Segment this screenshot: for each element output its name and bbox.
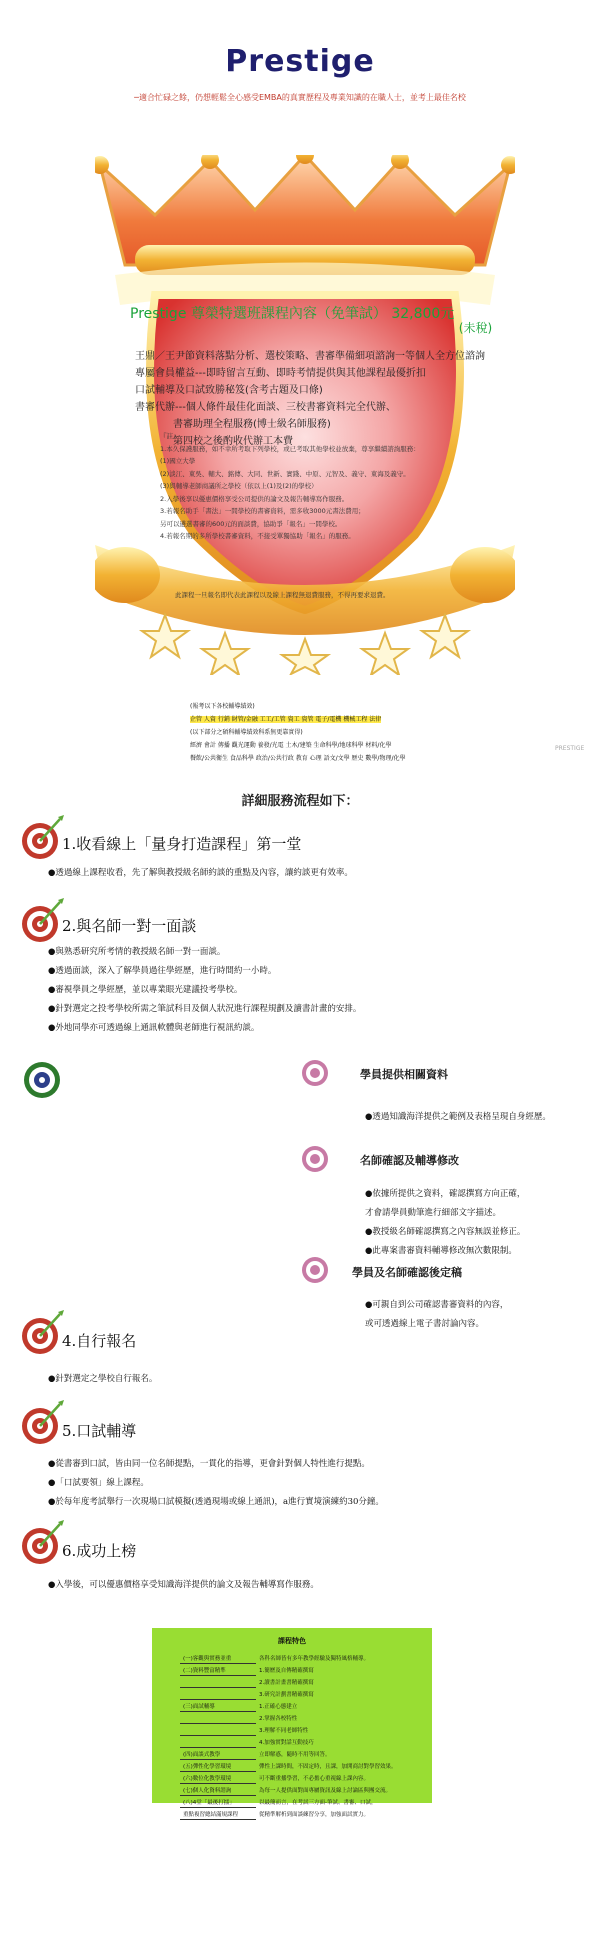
- step-bullet: ●「口試要領」線上課程。: [48, 1478, 149, 1488]
- schools-highlight-row: 企管 人資 行銷 財管/金融 工工/工管 資工 資管 電子/電機 機械工程 法律: [190, 716, 382, 723]
- step-title: 5.口試輔導: [62, 1422, 137, 1440]
- step-bullets: [48, 943, 361, 1038]
- features-row: [180, 1664, 412, 1676]
- step-bullet: ●與熟悉研究所考情的教授級名師一對一面談。: [48, 947, 226, 957]
- features-label: [180, 1688, 256, 1700]
- features-label: [180, 1736, 256, 1748]
- features-title: 課程特色: [278, 1637, 306, 1645]
- step-bullet: ●於每年度考試舉行一次現場口試模擬(透過現場或線上通訊)，a進行實境演練約30分鐘。: [48, 1497, 384, 1507]
- features-label: (八)4堂「最後打擂」: [180, 1796, 256, 1808]
- note-item: 2.入學後享以優惠價格享受公司提供的論文及報告輔導寫作服務。: [160, 494, 349, 503]
- note-item: 3.若報名助手「書法」一間學校的書審資料，需多收3000元書法費用；: [160, 507, 365, 515]
- features-table: [180, 1652, 412, 1820]
- note-item: 另可以遴選書審的600元的面談費，協助爭「報名」一間學校。: [160, 519, 342, 528]
- step-bullet: ●透過線上課程收看，先了解與教授級名師約談的重點及內容，讓約談更有效率。: [48, 868, 353, 878]
- features-row: [180, 1676, 412, 1688]
- features-label: (三)面試輔導: [180, 1700, 256, 1712]
- target-icon-green: [22, 1060, 62, 1104]
- step-bullet: ●針對選定之學校自行報名。: [48, 1374, 158, 1384]
- side-step-bullet: 才會請學員動筆進行細部文字描述。: [365, 1208, 502, 1218]
- course-notes: [160, 430, 420, 543]
- step-bullet: ●從書審到口試，皆由同一位名師提點，一貫化的指導，更會針對個人特性進行提點。: [48, 1459, 370, 1469]
- features-label: (四)面談式教學: [180, 1748, 256, 1760]
- target-icon-pink: [300, 1144, 330, 1178]
- course-line-indent: 第四校之後酌收代辦工本費: [173, 436, 293, 447]
- features-row: [180, 1808, 412, 1820]
- features-row: [180, 1784, 412, 1796]
- features-value: 1.正確心態建立: [259, 1703, 298, 1710]
- features-row: [180, 1724, 412, 1736]
- features-label: [180, 1712, 256, 1724]
- features-value: 可不斷重播學習，不必擔心重視線上課內容。: [259, 1775, 370, 1782]
- step-title: 4.自行報名: [62, 1332, 137, 1350]
- note-item: 1.本久保護服務，如不幸所考取下列學校，或已考取其他學校並放棄，尊享繼續諮詢服務：: [160, 444, 420, 453]
- target-dart-icon: [20, 898, 66, 948]
- side-step-bullet: 或可透過線上電子書討論內容。: [365, 1319, 485, 1329]
- target-dart-icon: [20, 1310, 66, 1360]
- course-line: 專屬會員權益---即時留言互動、即時考情提供與其他課程最優折扣: [135, 368, 426, 379]
- features-label: (五)彈性化學習環境: [180, 1760, 256, 1772]
- target-dart-icon: [20, 815, 66, 865]
- brand-tagline: ─適合忙碌之餘，仍想輕鬆全心感受EMBA的真實歷程及專業知識的在職人士，並考上最佳名校: [134, 93, 466, 102]
- brand-logo: Prestige: [225, 44, 375, 79]
- step-bullet: ●透過面談，深入了解學員過往學經歷，進行時間約一小時。: [48, 966, 277, 976]
- schools-row: 餐飲/公共衛生 食品科學 政治/公共行政 教育 心理 語文/文學 歷史 數學/物理/化學: [190, 755, 406, 762]
- features-label: [180, 1676, 256, 1688]
- features-label: [180, 1724, 256, 1736]
- target-icon-pink: [300, 1058, 330, 1092]
- notes-footer: 此課程一旦報名即代表此課程以及線上課程無退費服務，不得再要求退費。: [175, 591, 390, 599]
- features-value: 1.簡歷及自傳精確撰寫: [259, 1667, 314, 1674]
- side-step-bullet: ●透過知識海洋提供之範例及表格呈現自身經歷。: [365, 1112, 551, 1122]
- course-line: 口試輔導及口試致勝秘笈(含考古題及口條): [135, 385, 323, 396]
- course-title-text: Prestige 尊榮特選班課程內容（免筆試） 32,800元: [130, 306, 455, 322]
- features-value: 各科名師皆有多年教學經驗及獨特風格輔導。: [259, 1655, 370, 1662]
- features-label: 重點複習總結滿規課程: [180, 1808, 256, 1820]
- note-item: (3)與輔導老師商議所之學校（依以上(1)及(2)的學校）: [160, 482, 318, 490]
- step-title: 2.與名師一對一面談: [62, 917, 197, 935]
- features-row: [180, 1760, 412, 1772]
- side-step-title: 名師確認及輔導修改: [360, 1154, 459, 1167]
- step-bullet: ●外地同學亦可透過線上通訊軟體與老師進行視訊約談。: [48, 1023, 260, 1033]
- features-row: [180, 1796, 412, 1808]
- features-value: 以最簡而言，在考試三方面-筆試、書審、口試，: [259, 1799, 377, 1806]
- side-step-bullet: ●此專案書審資料輔導修改無次數限制。: [365, 1246, 517, 1256]
- features-value: 2.讀書計畫書精確撰寫: [259, 1679, 314, 1686]
- step-title: 6.成功上榜: [62, 1542, 137, 1560]
- features-label: (二)資料豐富精準: [180, 1664, 256, 1676]
- features-label: (一)客觀與實務並重: [180, 1652, 256, 1664]
- features-row: [180, 1700, 412, 1712]
- note-item: (1)國立大學: [160, 457, 196, 465]
- step-title: 1.收看線上「量身打造課程」第一堂: [62, 835, 302, 853]
- course-title: [130, 303, 493, 335]
- side-step-bullet: ●可親自到公司確認書審資料的內容，: [365, 1300, 509, 1310]
- course-price-note: (未稅): [458, 321, 493, 335]
- features-value: 2.掌握各校特性: [259, 1715, 298, 1722]
- step-bullet: ●入學後，可以優惠價格享受知識海洋提供的論文及報告輔導寫作服務。: [48, 1580, 319, 1590]
- schools-label: (報考以下各校輔導績效): [190, 703, 255, 710]
- note-item: 4.若報名期的多所學校書審資料，不接受單獨協助「報名」的服務。: [160, 532, 355, 540]
- step-bullet: ●審視學員之學經歷，並以專業眼光建議投考學校。: [48, 985, 243, 995]
- features-row: [180, 1652, 412, 1664]
- side-step-bullet: ●依據所提供之資料，確認撰寫方向正確，: [365, 1189, 526, 1199]
- features-label: (六)數位化教學環境: [180, 1772, 256, 1784]
- features-row: [180, 1772, 412, 1784]
- schools-list: [190, 700, 405, 765]
- features-value: 3.研究計劃書精確撰寫: [259, 1691, 314, 1698]
- side-step-bullets: [365, 1296, 508, 1334]
- side-step-title: 學員提供相關資料: [360, 1068, 448, 1081]
- notes-head: 『註』: [160, 432, 180, 440]
- side-step-bullets: [365, 1185, 525, 1261]
- course-line: 王鼎／王尹節資料落點分析、選校策略、書審準備細項諮詢一等個人全方位諮詢: [135, 351, 485, 362]
- features-row: [180, 1748, 412, 1760]
- features-value: 為每一人提供面對面專屬資訊及線上討論區與團交流。: [259, 1787, 392, 1794]
- features-value: 3.理解不同老師特性: [259, 1727, 309, 1734]
- features-label: (七)個人化資料諮詢: [180, 1784, 256, 1796]
- schools-label: (以下部分之碩科輔導績效科系無更靠實得): [190, 729, 303, 736]
- course-line-indent: 書審助理全程服務(博士級名師服務): [173, 419, 331, 430]
- flow-title: 詳細服務流程如下：: [241, 794, 359, 809]
- features-value: 從精準解析到面談練習分享，加強面試實力。: [259, 1811, 370, 1818]
- features-box: [152, 1628, 432, 1818]
- target-dart-icon: [20, 1520, 66, 1570]
- features-value: 彈性上課時間，不固定時，且課，加開商討對學習效果。: [259, 1763, 397, 1770]
- features-row: [180, 1736, 412, 1748]
- side-step-bullet: ●教授級名師確認撰寫之內容無誤並修正。: [365, 1227, 526, 1237]
- features-row: [180, 1712, 412, 1724]
- features-value: 4.加強實對話互動技巧: [259, 1739, 314, 1746]
- features-row: [180, 1688, 412, 1700]
- step-bullet: ●針對選定之投考學校所需之筆試科目及個人狀況進行課程規劃及讀書計畫的安排。: [48, 1004, 362, 1014]
- target-icon-pink: [300, 1255, 330, 1289]
- side-step-title: 學員及名師確認後定稿: [352, 1266, 462, 1279]
- course-line: 書審代辦---個人條件最佳化面談、三校書審資料完全代辦、: [135, 402, 396, 413]
- features-value: 立即解惑，隨時不用等回答。: [259, 1751, 331, 1758]
- schools-row: 經濟 會計 傳播 觀光運動 養發/光電 土木/建築 生命科學/地球科學 材料/化學: [190, 742, 392, 749]
- image-credit: PRESTIGE: [555, 745, 585, 752]
- note-item: (2)淡江、東吳、輔大、銘傳、大同、世新、實踐、中原、元智及、義守、東海及義守。: [160, 469, 410, 478]
- step-bullets: [48, 1455, 384, 1512]
- target-dart-icon: [20, 1400, 66, 1450]
